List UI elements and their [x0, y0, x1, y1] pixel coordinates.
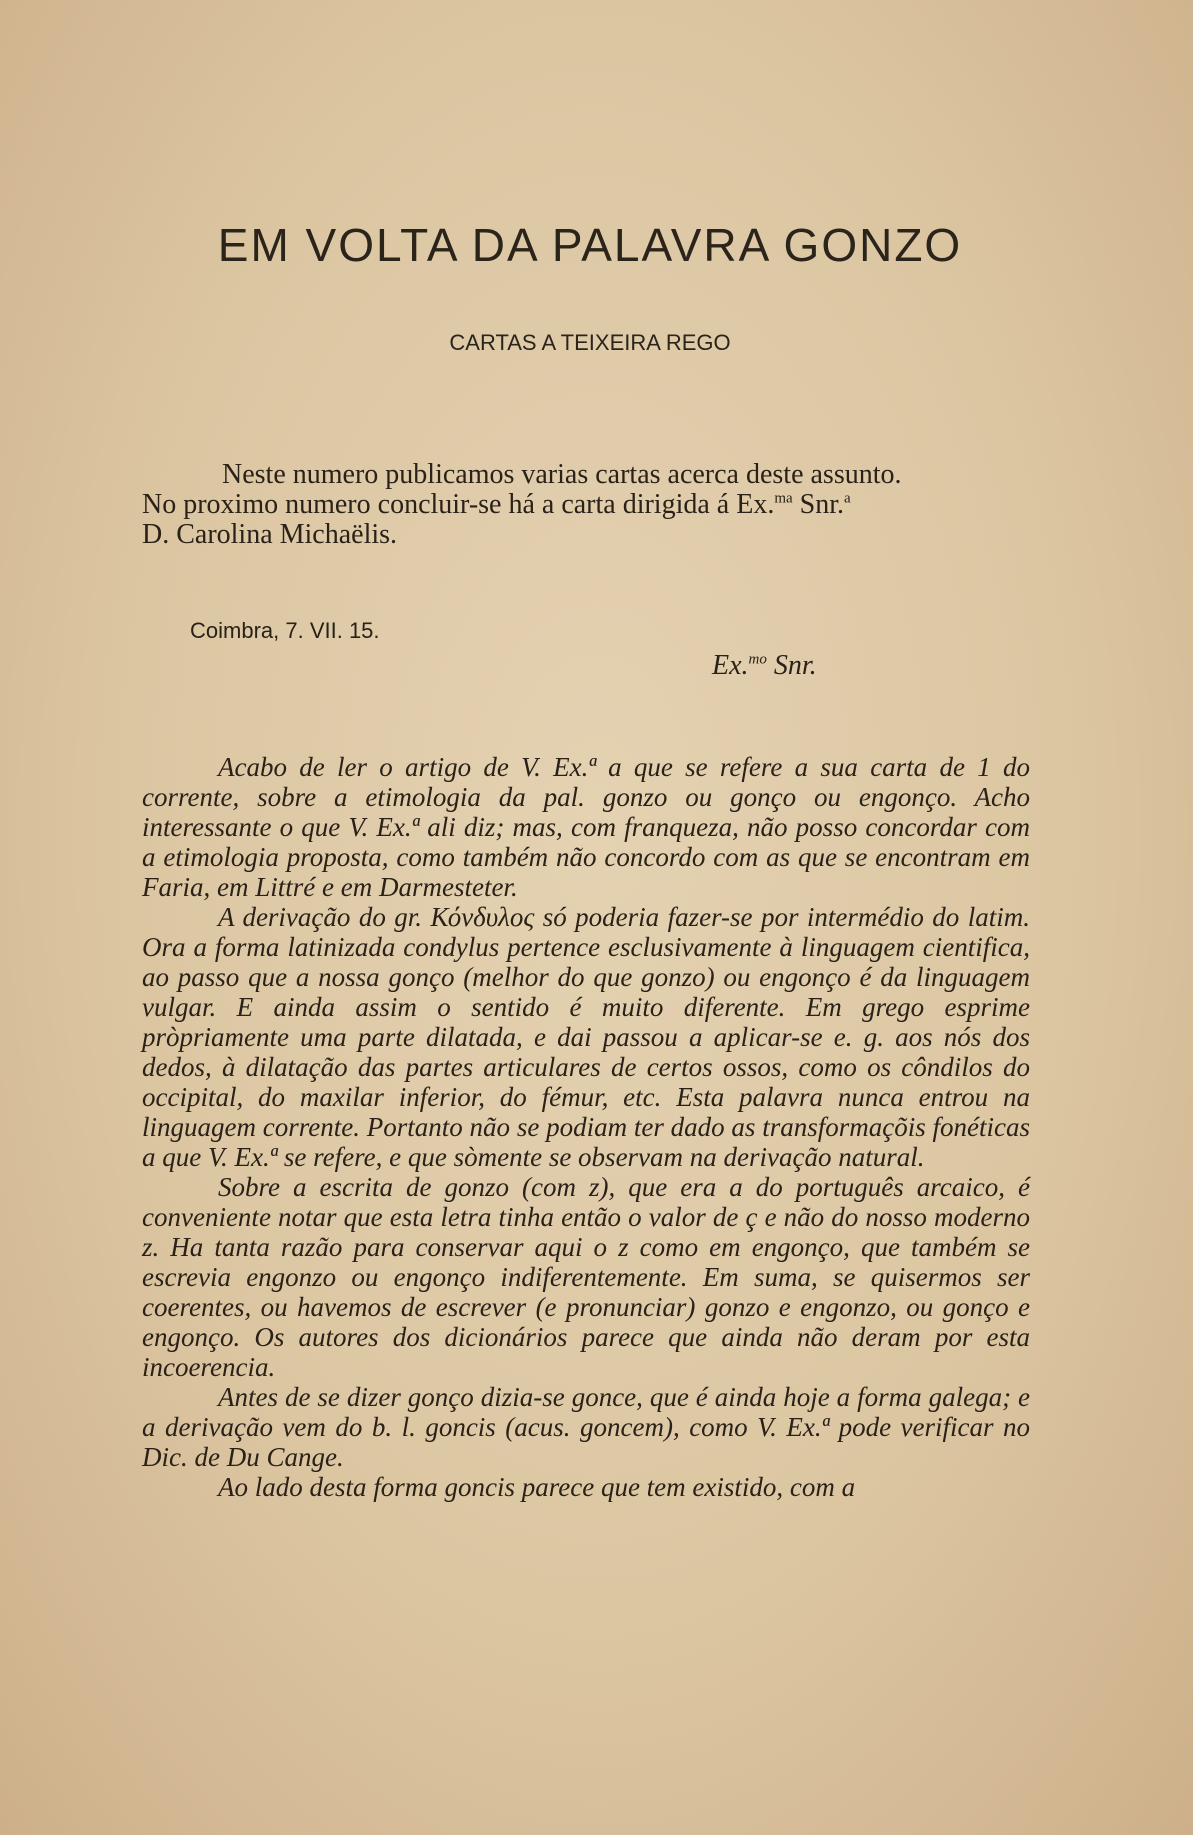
page-title: EM VOLTA DA PALAVRA GONZO [217, 219, 963, 271]
body-paragraph: Sobre a escrita de gonzo (com z), que era a do português arcaico, é conveniente notar que esta letra tinha então o valor de ç e não do nosso moderno z. Ha tanta razão para conservar aqui o z como em engonço, que também se escrevia engonzo ou engonço indiferentemente. Em suma, se quisermos ser coerentes, ou havemos de escrever (e pronunciar) gonzo e engonzo, ou gonço e engonço. Os autores dos dicionários parece que ainda não deram por esta incoerencia. [142, 1172, 1030, 1382]
superscript: ma [774, 490, 793, 507]
intro-text: No proximo numero concluir-se há a carta dirigida á Ex. [142, 489, 775, 520]
body-paragraph: A derivação do gr. Κόνδυλος só poderia fazer-se por intermédio do latim. Ora a forma latinizada condylus pertence esclusivamente à linguagem cientifica, ao passo que a nossa gonço (melhor do que gonzo) ou engonço é da linguagem vulgar. E ainda assim o sentido é muito diferente. Em grego esprime pròpriamente uma parte dilatada, e dai passou a aplicar-se e. g. aos nós dos dedos, à dilatação das partes articulares de certos ossos, como os côndilos do occipital, do maxilar inferior, do fémur, etc. Esta palavra nunca entrou na linguagem corrente. Portanto não se podiam ter dado as transformaçõis fonéticas a que V. Ex.ª se refere, e que sòmente se observam na derivação natural. [142, 902, 1030, 1172]
intro-line [142, 490, 1032, 520]
intro-text: Snr. [792, 489, 845, 520]
superscript: mo [748, 651, 767, 668]
intro-line: Neste numero publicamos varias cartas acerca deste assunto. [222, 459, 902, 490]
body-paragraph: Ao lado desta forma goncis parece que tem existido, com a [218, 1472, 856, 1502]
letter-salutation [712, 650, 817, 682]
salutation-text: Snr. [766, 650, 817, 681]
salutation-text: Ex. [712, 650, 749, 681]
letter-body [142, 752, 1030, 1502]
intro-line: D. Carolina Michaëlis. [142, 519, 398, 550]
superscript: a [844, 490, 851, 507]
letter-dateline: Coimbra, 7. VII. 15. [190, 618, 380, 643]
intro-note [142, 460, 1032, 550]
page-subtitle: CARTAS A TEIXEIRA REGO [449, 330, 731, 355]
body-paragraph: Acabo de ler o artigo de V. Ex.ª a que se refere a sua carta de 1 do corrente, sobre a etimologia da pal. gonzo ou gonço ou engonço. Acho interessante o que V. Ex.ª ali diz; mas, com franqueza, não posso concordar com a etimologia proposta, como também não concordo com as que se encontram em Faria, em Littré e em Darmesteter. [142, 752, 1030, 902]
body-paragraph: Antes de se dizer gonço dizia-se gonce, que é ainda hoje a forma galega; e a derivação vem do b. l. goncis (acus. goncem), como V. Ex.ª pode verificar no Dic. de Du Cange. [142, 1382, 1030, 1472]
